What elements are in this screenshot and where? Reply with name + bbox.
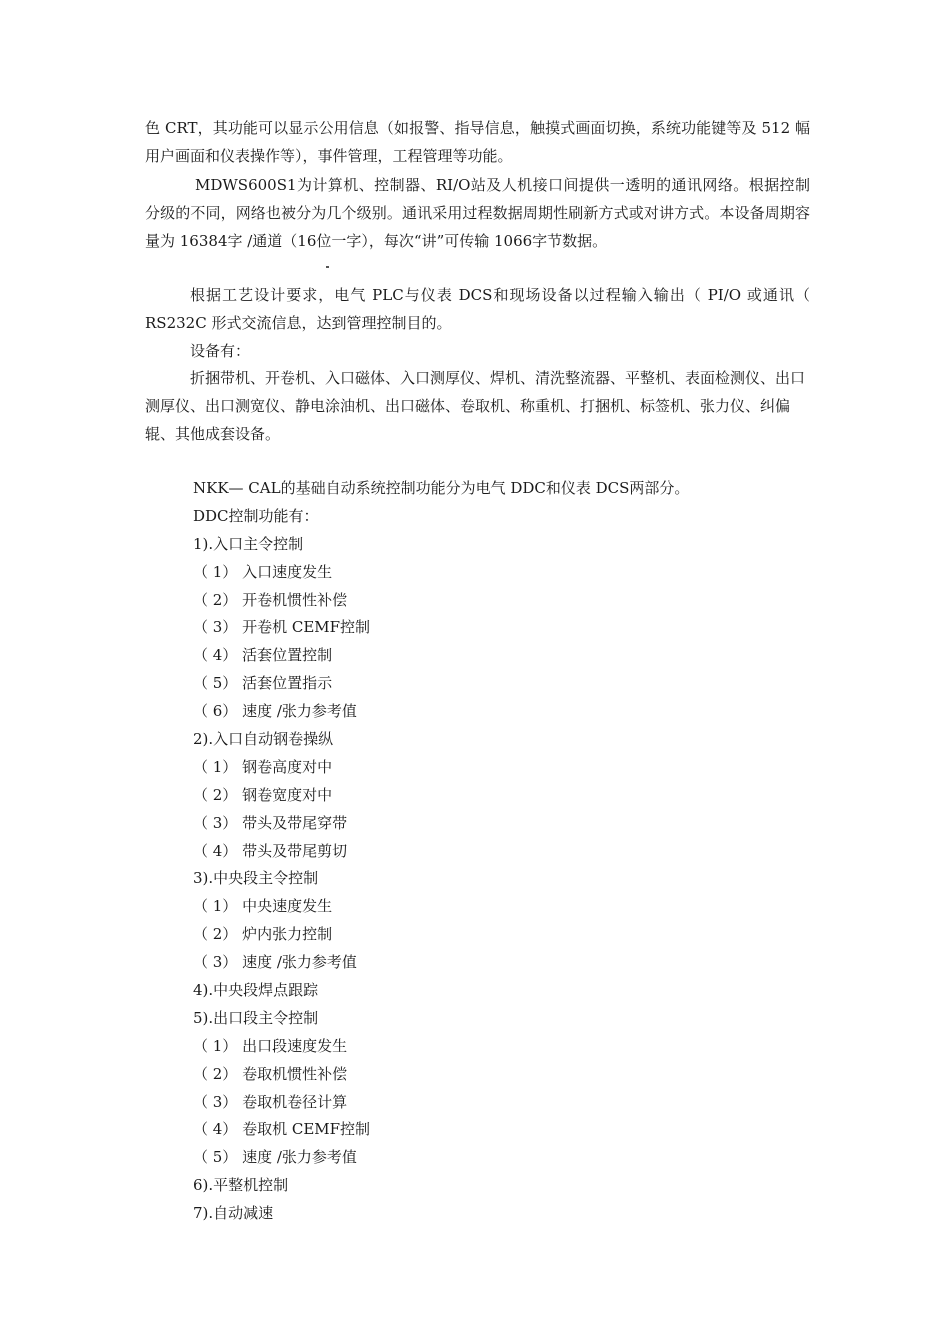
list-item: （ 1） 中央速度发生 (193, 897, 333, 916)
list-item: （ 3） 卷取机卷径计算 (193, 1092, 348, 1111)
list-item: 6).平整机控制 (193, 1176, 289, 1195)
paragraph-network: MDWS600S1为计算机、控制器、RI/O站及人机接口间提供一透明的通讯网络。根据控制分级的不同，网络也被分为几个级别。通讯采用过程数据周期性刷新方式或对讲方式。本设备周期容量为 16384字 /通道（16位一字），每次“讲”可传输 1066字节数据。 (145, 176, 810, 250)
list-item: （ 4） 带头及带尾剪切 (193, 841, 348, 860)
scan-speck (326, 266, 329, 268)
list-item: 1).入口主令控制 (193, 534, 304, 553)
list-item: （ 4） 活套位置控制 (193, 646, 333, 665)
list-item: （ 2） 开卷机惯性补偿 (193, 590, 348, 609)
list-item: （ 1） 入口速度发生 (193, 562, 333, 581)
list-item: （ 1） 出口段速度发生 (193, 1036, 348, 1055)
list-item: （ 5） 速度 /张力参考值 (193, 1148, 357, 1167)
list-item: （ 4） 卷取机 CEMF控制 (193, 1120, 371, 1139)
list-item: （ 3） 带头及带尾穿带 (193, 813, 348, 832)
control-function-list (193, 475, 689, 1228)
list-item: （ 6） 速度 /张力参考值 (193, 702, 357, 721)
list-item: （ 5） 活套位置指示 (193, 674, 333, 693)
list-item: NKK— CAL的基础自动系统控制功能分为电气 DDC和仪表 DCS两部分。 (193, 479, 690, 497)
list-item: 4).中央段焊点跟踪 (193, 981, 319, 1000)
paragraph-crt-functions: 色 CRT，其功能可以显示公用信息（如报警、指导信息，触摸式画面切换，系统功能键等及 512 幅用户画面和仪表操作等），事件管理，工程管理等功能。 (145, 119, 810, 165)
list-item: （ 3） 开卷机 CEMF控制 (193, 618, 371, 637)
equipment-label: 设备有： (190, 342, 251, 360)
list-item: （ 1） 钢卷高度对中 (193, 757, 333, 776)
paragraph-plc-dcs: 根据工艺设计要求，电气 PLC与仪表 DCS和现场设备以过程输入输出（ PI/O 或通讯（ RS232C 形式交流信息，达到管理控制目的。 (145, 286, 810, 332)
equipment-list: 折捆带机、开卷机、入口磁体、入口测厚仪、焊机、清洗整流器、平整机、表面检测仪、出口测厚仪、出口测宽仪、静电涂油机、出口磁体、卷取机、称重机、打捆机、标签机、张力仪、纠偏辊、其他成套设备。 (145, 369, 806, 443)
list-item: （ 3） 速度 /张力参考值 (193, 953, 357, 972)
list-item: DDC控制功能有： (193, 506, 319, 525)
list-item: （ 2） 钢卷宽度对中 (193, 785, 333, 804)
list-item: （ 2） 炉内张力控制 (193, 925, 333, 944)
list-item: 3).中央段主令控制 (193, 869, 319, 888)
list-item: （ 2） 卷取机惯性补偿 (193, 1064, 348, 1083)
list-item: 7).自动减速 (193, 1204, 274, 1223)
list-item: 2).入口自动钢卷操纵 (193, 730, 334, 749)
list-item: 5).出口段主令控制 (193, 1008, 319, 1027)
